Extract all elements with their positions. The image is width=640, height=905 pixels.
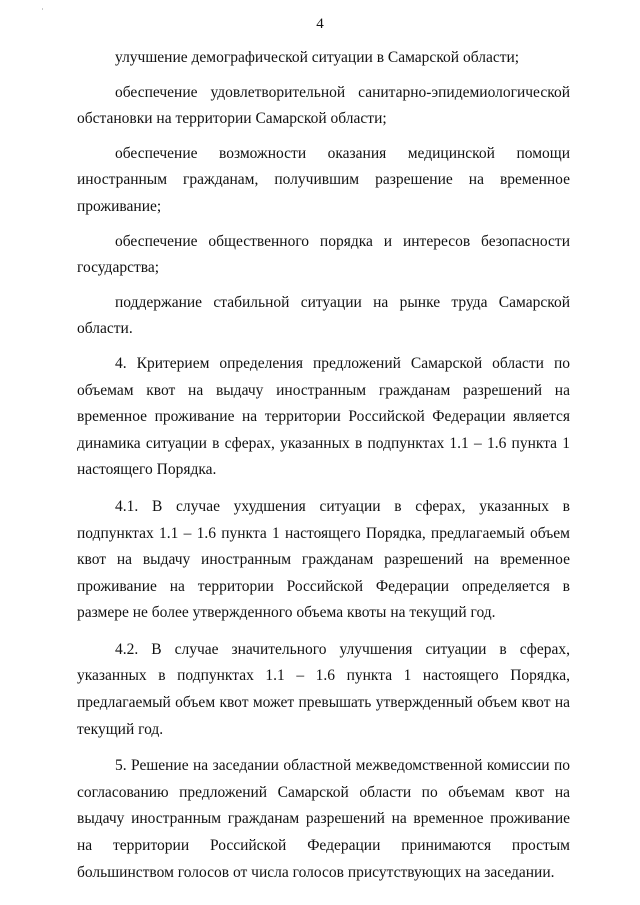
paragraph-item-4-1: 4.1. В случае ухудшения ситуации в сферах, указанных в подпунктах 1.1 – 1.6 пункта 1 настоящего Порядка, предлагаемый объем квот на выдачу иностранным гражданам разрешений на временное проживание на территории Российской Федерации определяется в размере не более утвержденного объема квоты на текущий год. — [77, 497, 570, 622]
paragraph-demography: улучшение демографической ситуации в Самарской области; — [115, 49, 520, 66]
paragraph-labor-market: поддержание стабильной ситуации на рынке труда Самарской области. — [77, 293, 570, 338]
paragraph-public-order: обеспечение общественного порядка и интересов безопасности государства; — [77, 232, 570, 277]
paragraph-sanitary: обеспечение удовлетворительной санитарно-эпидемиологической обстановки на территории Самарской области; — [77, 83, 570, 128]
document-body — [77, 45, 570, 886]
paragraph-item-4-2: 4.2. В случае значительного улучшения ситуации в сферах, указанных в подпунктах 1.1 – 1.6 пункта 1 настоящего Порядка, предлагаемый объем квот может превышать утвержденный объем квот на текущий год. — [77, 640, 570, 738]
page-number: 4 — [316, 16, 324, 32]
paragraph-item-4: 4. Критерием определения предложений Самарской области по объемам квот на выдачу иностранным гражданам разрешений на временное проживание на территории Российской Федерации является динамика ситуации в сферах, указанных в подпунктах 1.1 – 1.6 пункта 1 настоящего Порядка. — [77, 354, 570, 479]
paragraph-item-5: 5. Решение на заседании областной межведомственной комиссии по согласованию предложений Самарской области по объемам квот на выдачу иностранным гражданам разрешений на временное проживание на территории Российской Федерации принимаются простым большинством голосов от числа голосов присутствующих на заседании. — [77, 757, 570, 881]
corner-mark: ʿ — [41, 7, 44, 17]
paragraph-medical-care: обеспечение возможности оказания медицинской помощи иностранным гражданам, получившим разрешение на временное проживание; — [77, 144, 570, 215]
